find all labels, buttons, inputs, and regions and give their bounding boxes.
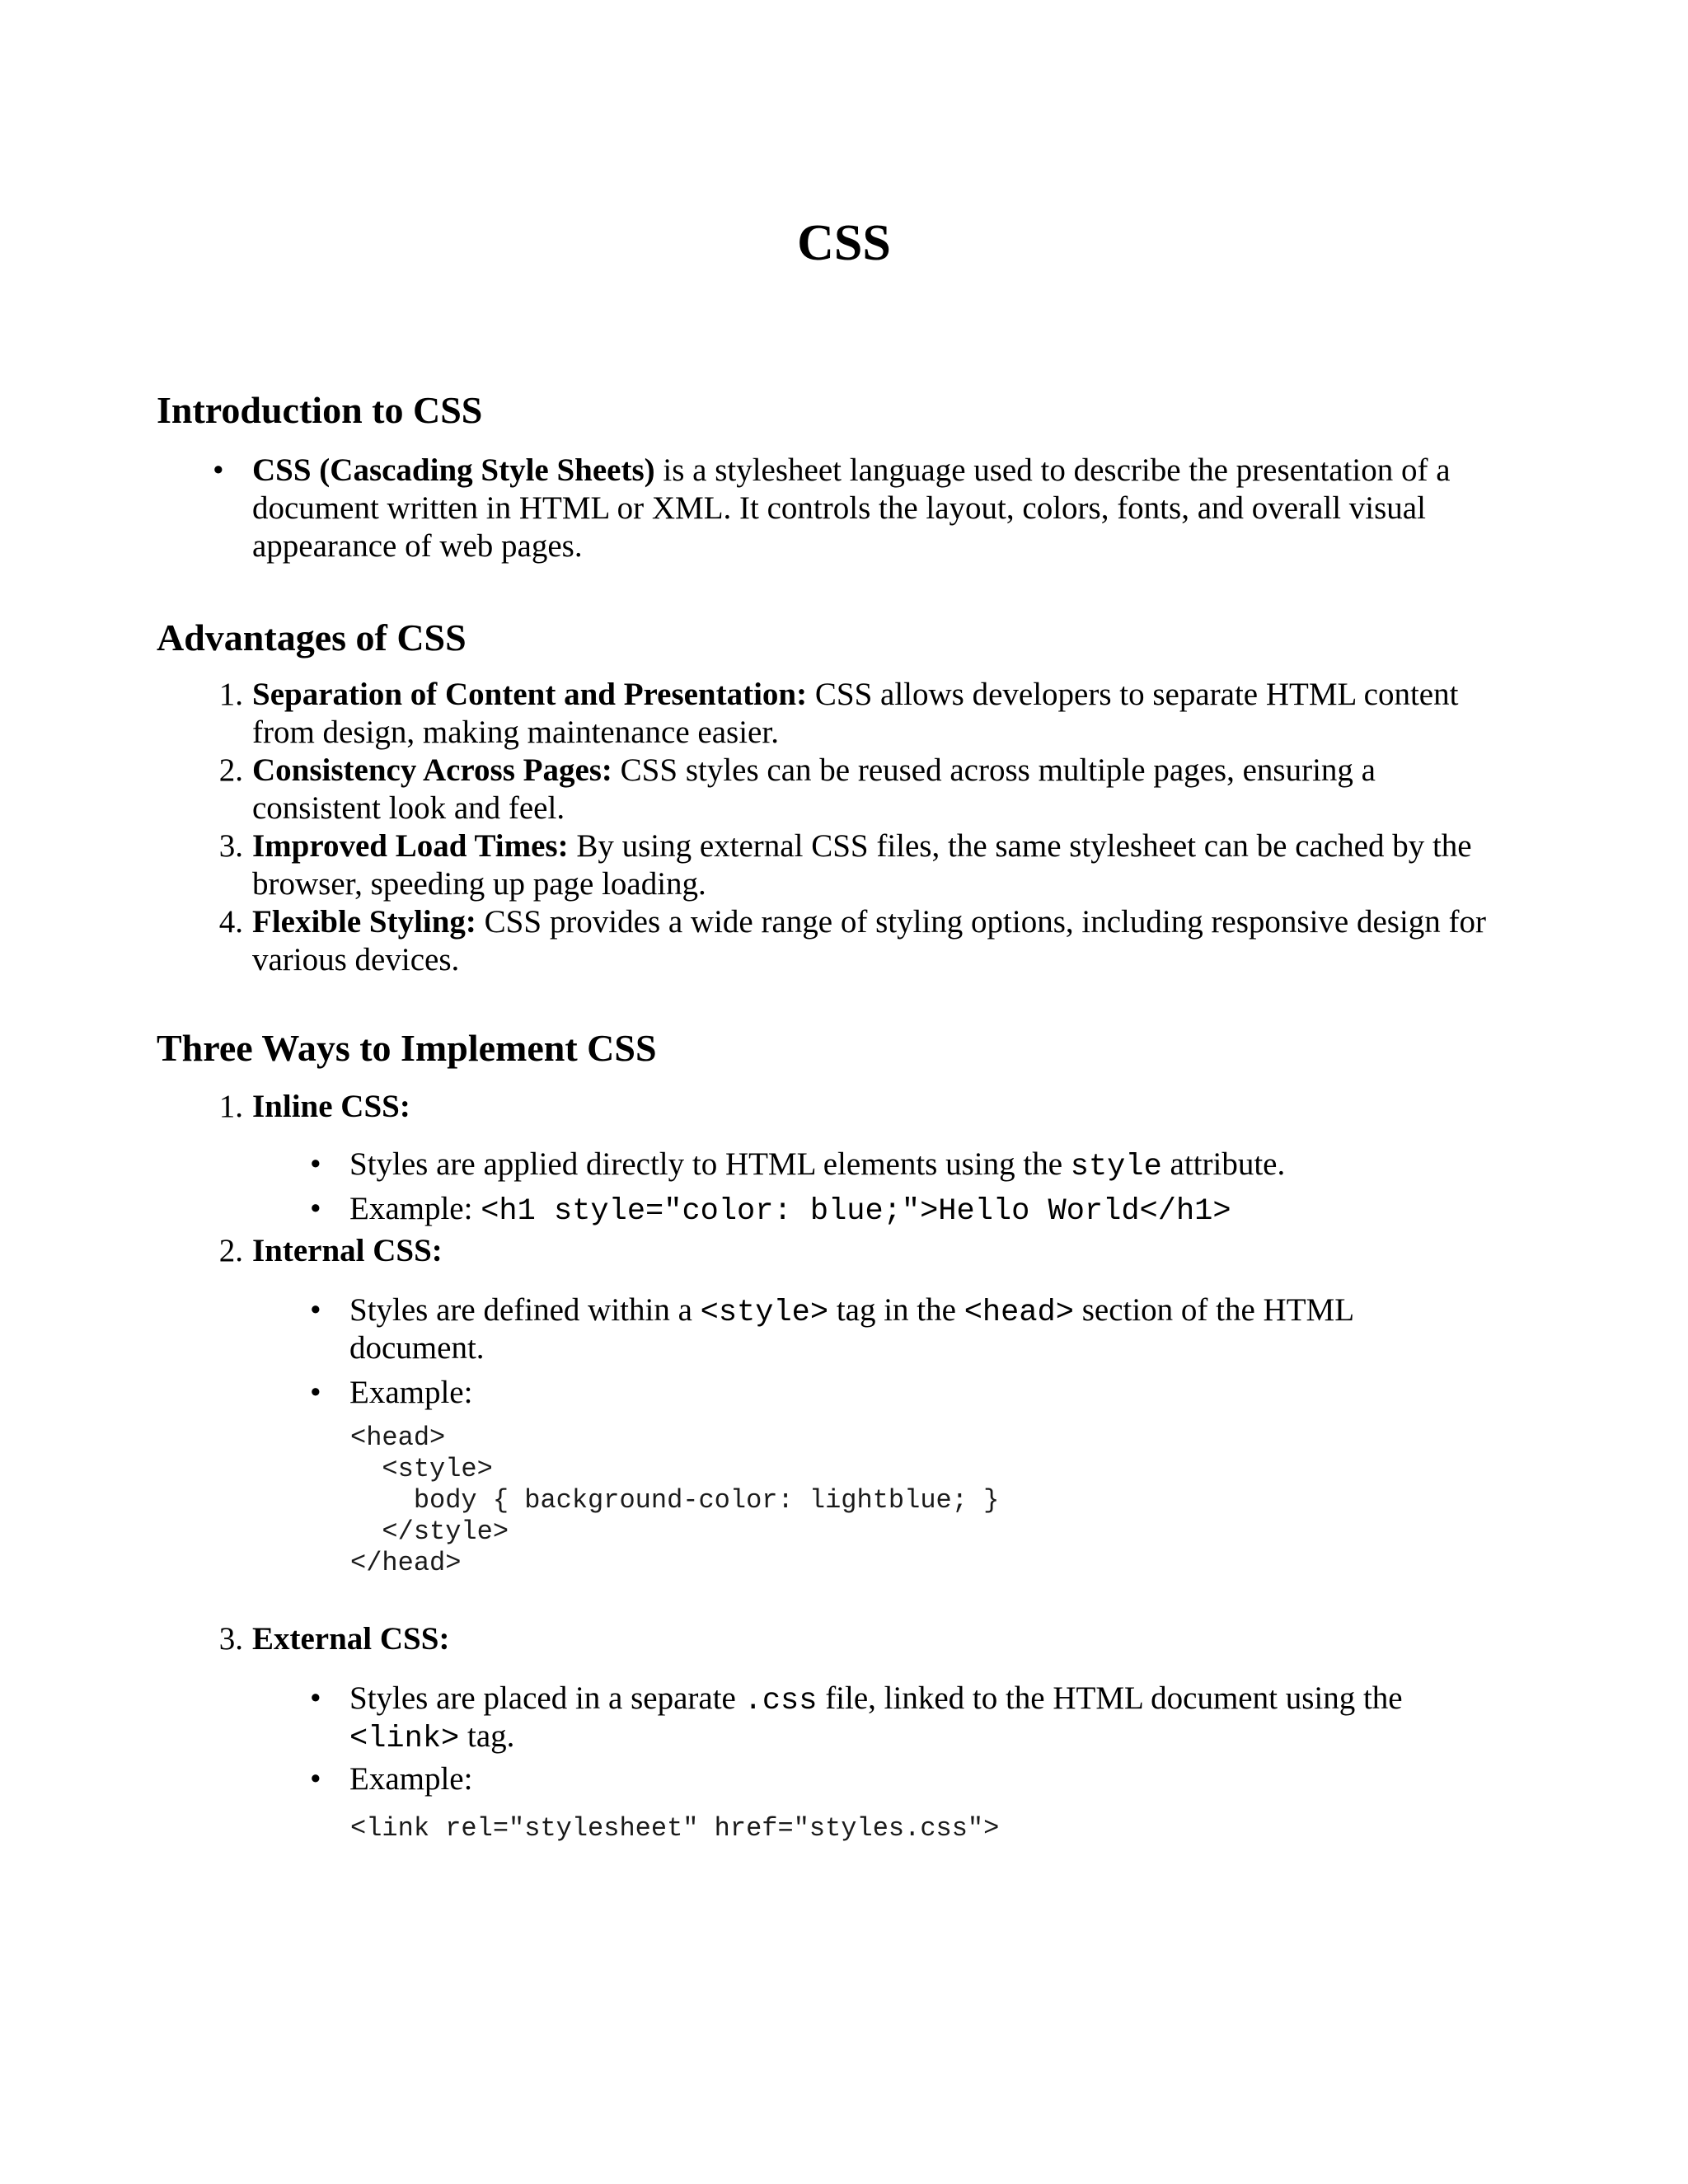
page-title: CSS	[797, 215, 891, 271]
bullet-icon: •	[310, 1146, 321, 1182]
bullet-icon: •	[213, 452, 224, 488]
heading-advantages: Advantages of CSS	[157, 616, 467, 658]
heading-three-ways: Three Ways to Implement CSS	[157, 1027, 657, 1069]
external-css-label: External CSS:	[252, 1621, 450, 1657]
external-css-code-block: <link rel="stylesheet" href="styles.css">	[350, 1813, 1000, 1844]
bullet-icon: •	[310, 1191, 321, 1226]
bullet-icon: •	[310, 1375, 321, 1410]
internal-css-code-block: <head> <style> body { background-color: lightblue; } </style> </head>	[350, 1422, 1000, 1578]
bullet-icon: •	[310, 1680, 321, 1716]
document-page: CSS Introduction to CSS • CSS (Cascading Style Sheets) is a stylesheet language used to describe the presentation of a document written in HTML or XML. It controls the layout, colors, fonts, and overall visual appearance of web pages. Advantages of CSS 1. Separation of Content and Presentation: CSS allows developers to separate HTML content from design, making maintenance easier. 2. Consistency Across Pages: CSS styles can be reused across multiple pages, ensuring a consistent look and feel. 3. Improved Load Times: By using external CSS files, the same stylesheet can be cached by the browser, speeding up page loading. 4. Flexible Styling: CSS provides a wide range of styling options, including responsive design for various devices. Three Ways to Implement CSS 1. Inline CSS: • Styles are applied directly to HTML elements using the style attribute. • Example: <h1 style="color: blue;">Hello World</h1> 2. Internal CSS: • Styles are defined within a <style> tag in the <head> section of the HTML document. • Example: <head> <style> body { background-color: lightblue; } </style> </head> 3. External CSS: • Styles are placed in a separate .css file, linked to the HTML document using the <link> tag. • Example: <link rel="stylesheet" href="styles.css">	[0, 0, 1688, 2184]
bullet-icon: •	[310, 1761, 321, 1797]
heading-introduction: Introduction to CSS	[157, 389, 483, 431]
internal-css-label: Internal CSS:	[252, 1233, 443, 1268]
intro-bold-term: CSS (Cascading Style Sheets)	[252, 452, 655, 488]
inline-css-label: Inline CSS:	[252, 1089, 410, 1124]
bullet-icon: •	[310, 1292, 321, 1328]
